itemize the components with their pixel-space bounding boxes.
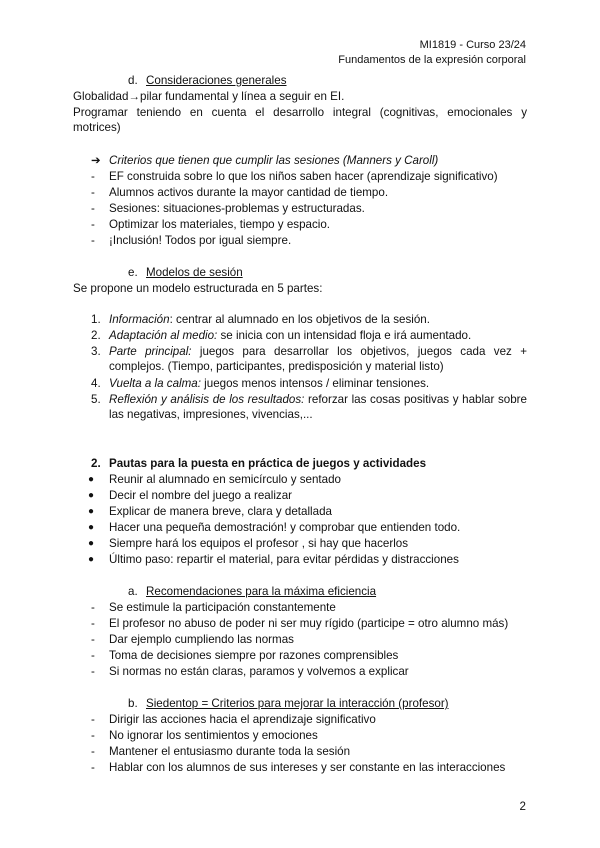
section-b-title: Siedentop = Criterios para mejorar la interacción (profesor) — [146, 697, 449, 710]
session-part: Parte principal: juegos para desarrollar los objetivos, juegos cada vez + complejos. (Tiempo, participantes, predisposición y material listo) — [109, 345, 527, 373]
recommendation-item: Si normas no están claras, paramos y volvemos a explicar — [109, 665, 409, 678]
session-part: Información: centrar al alumnado en los objetivos de la sesión. — [109, 313, 430, 326]
criterios-item: EF construida sobre lo que los niños saben hacer (aprendizaje significativo) — [109, 170, 498, 183]
criterios-title: Criterios que tienen que cumplir las sesiones (Manners y Caroll) — [109, 154, 439, 167]
section-2-title: Pautas para la puesta en práctica de juegos y actividades — [109, 457, 427, 470]
part-number: 5. — [91, 393, 101, 406]
session-part: Vuelta a la calma: juegos menos intensos / eliminar tensiones. — [109, 377, 430, 390]
arrow-icon: ➔ — [91, 154, 101, 167]
guideline-item: Último paso: repartir el material, para evitar pérdidas y distracciones — [109, 553, 459, 566]
dash-marker: - — [91, 761, 95, 774]
session-part: Adaptación al medio: se inicia con un intensidad floja e irá aumentado. — [109, 329, 472, 342]
dash-marker: - — [91, 234, 95, 247]
guideline-item: Explicar de manera breve, clara y detallada — [109, 505, 332, 518]
criterios-item: ¡Inclusión! Todos por igual siempre. — [109, 234, 292, 247]
section-d-marker: d. — [128, 74, 138, 87]
guideline-item: Hacer una pequeña demostración! y comprobar que entienden todo. — [109, 521, 461, 534]
dash-marker: - — [91, 649, 95, 662]
dash-marker: - — [91, 186, 95, 199]
section-e-intro: Se propone un modelo estructurada en 5 partes: — [73, 282, 323, 295]
section-e-title: Modelos de sesión — [146, 266, 243, 279]
part-number: 3. — [91, 345, 101, 358]
section-e-marker: e. — [128, 266, 138, 279]
recommendation-item: El profesor no abuso de poder ni ser muy rígido (participe = otro alumno más) — [109, 617, 509, 630]
dash-marker: - — [91, 202, 95, 215]
recommendation-item: Se estimule la participación constantemente — [109, 601, 336, 614]
bullet-icon: ● — [88, 490, 95, 501]
section-d-title: Consideraciones generales — [146, 74, 287, 87]
dash-marker: - — [91, 633, 95, 646]
section-2-number: 2. — [91, 457, 101, 470]
dash-marker: - — [91, 745, 95, 758]
guideline-item: Reunir al alumnado en semicírculo y sentado — [109, 473, 341, 486]
dash-marker: - — [91, 601, 95, 614]
criterion-item: Mantener el entusiasmo durante toda la sesión — [109, 745, 351, 758]
dash-marker: - — [91, 218, 95, 231]
part-number: 4. — [91, 377, 101, 390]
dash-marker: - — [91, 713, 95, 726]
criterion-item: No ignorar los sentimientos y emociones — [109, 729, 318, 742]
dash-marker: - — [91, 729, 95, 742]
bullet-icon: ● — [88, 506, 95, 517]
dash-marker: - — [91, 665, 95, 678]
section-a-title: Recomendaciones para la máxima eficiencia — [146, 585, 377, 598]
recommendation-item: Dar ejemplo cumpliendo las normas — [109, 633, 294, 646]
session-part: Reflexión y análisis de los resultados: reforzar las cosas positivas y hablar sobre las negativas, impresiones, vivencias,... — [109, 393, 527, 421]
bullet-icon: ● — [88, 554, 95, 565]
section-a-marker: a. — [128, 585, 138, 598]
bullet-icon: ● — [88, 474, 95, 485]
criterios-item: Alumnos activos durante la mayor cantidad de tiempo. — [109, 186, 389, 199]
criterion-item: Dirigir las acciones hacia el aprendizaje significativo — [109, 713, 376, 726]
section-d-line1: Globalidad→pilar fundamental y línea a seguir en EI. — [73, 90, 345, 103]
criterios-item: Optimizar los materiales, tiempo y espacio. — [109, 218, 331, 231]
guideline-item: Decir el nombre del juego a realizar — [109, 489, 293, 502]
part-number: 2. — [91, 329, 101, 342]
recommendation-item: Toma de decisiones siempre por razones comprensibles — [109, 649, 399, 662]
dash-marker: - — [91, 170, 95, 183]
section-d-line2: Programar teniendo en cuenta el desarrollo integral (cognitivas, emocionales y motrices) — [73, 106, 527, 134]
header-course: MI1819 - Curso 23/24 — [419, 39, 526, 51]
bullet-icon: ● — [88, 522, 95, 533]
part-number: 1. — [91, 313, 101, 326]
section-b-marker: b. — [128, 697, 138, 710]
criterios-item: Sesiones: situaciones-problemas y estructuradas. — [109, 202, 365, 215]
page-number: 2 — [519, 800, 526, 813]
bullet-icon: ● — [88, 538, 95, 549]
guideline-item: Siempre hará los equipos el profesor , si hay que hacerlos — [109, 537, 409, 550]
dash-marker: - — [91, 617, 95, 630]
header-subject: Fundamentos de la expresión corporal — [338, 54, 526, 66]
criterion-item: Hablar con los alumnos de sus intereses y ser constante en las interacciones — [109, 761, 506, 774]
